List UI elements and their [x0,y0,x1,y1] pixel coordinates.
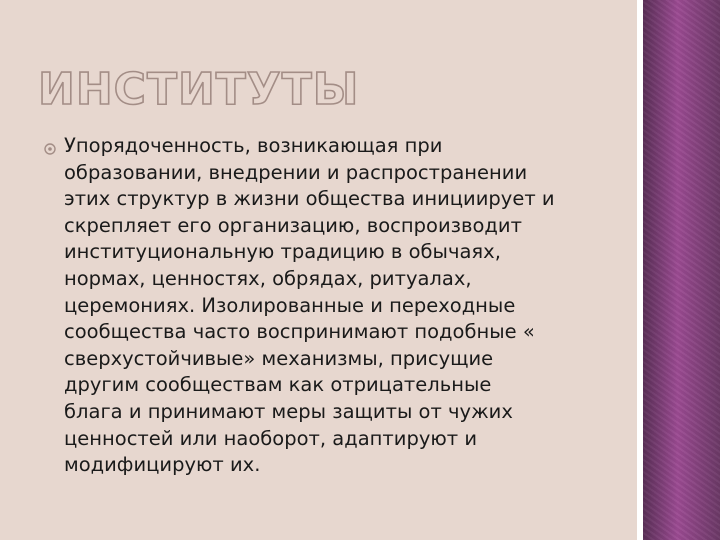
target-bullet-icon [44,143,56,155]
slide-title: ИНСТИТУТЫ [38,64,360,115]
decorative-side-bar [643,0,720,540]
slide-body-text: Упорядоченность, возникающая при образовании, внедрении и распространении этих структур в жизни общества инициирует и скрепляет его организацию, воспроизводит институциональную традицию в обычаях, нормах, ценностях, обрядах, ритуалах, церемониях. Изолированные и переходные сообщества часто воспринимают подобные « сверхустойчивые» механизмы, присущие другим сообществам как отрицательные блага и принимают меры защиты от чужих ценностей или наоборот, адаптируют и модифицируют их. [64,134,555,477]
